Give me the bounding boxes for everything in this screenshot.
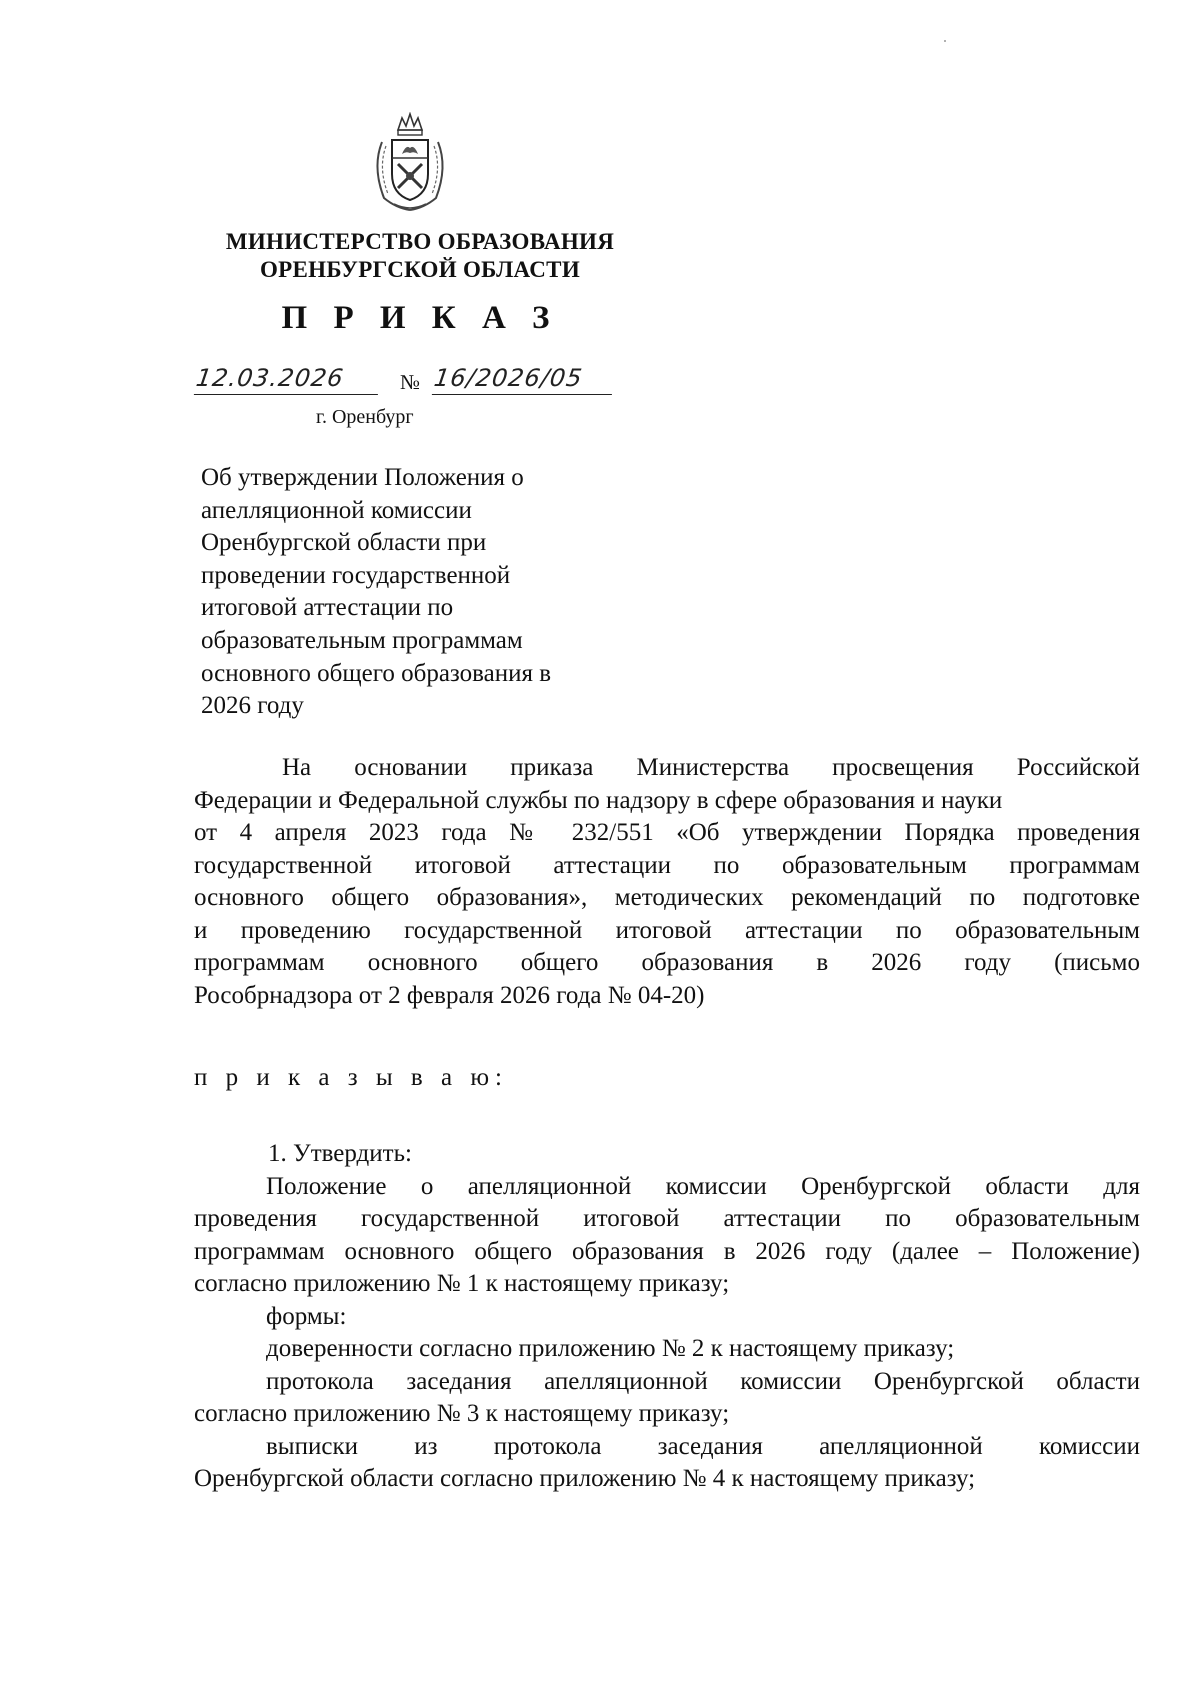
- scan-speck: [944, 40, 946, 42]
- handwritten-order-number: 16/2026/05: [432, 364, 616, 395]
- order-title: П Р И К А З: [281, 300, 559, 336]
- subject-line: итоговой аттестации по: [201, 594, 454, 622]
- preamble-line: и проведению государственной итоговой аттестации по образовательным: [194, 916, 1140, 944]
- preamble-line: государственной итоговой аттестации по образовательным программам: [194, 851, 1140, 879]
- item-heading: 1. Утвердить:: [268, 1140, 412, 1167]
- preamble-line: Рособрнадзора от 2 февраля 2026 года № 04-20): [194, 981, 705, 1009]
- preamble-line: основного общего образования», методических рекомендаций по подготовке: [194, 884, 1140, 911]
- item-line: программам основного общего образования в 2026 году (далее – Положение): [194, 1237, 1140, 1265]
- preamble-line: На основании приказа Министерства просвещения Российской: [282, 754, 1140, 781]
- subject-line: образовательным программам: [201, 626, 523, 654]
- date-number-line: [196, 362, 636, 402]
- subject-line: 2026 году: [201, 692, 304, 720]
- item-line: доверенности согласно приложению № 2 к настоящему приказу;: [266, 1335, 955, 1362]
- decree-word: п р и к а з ы в а ю:: [194, 1064, 508, 1091]
- ministry-line-1: МИНИСТЕРСТВО ОБРАЗОВАНИЯ: [225, 229, 615, 254]
- order-items: [194, 1138, 1140, 1496]
- subject-line: основного общего образования в: [201, 659, 552, 687]
- subject-line: Оренбургской области при: [201, 529, 487, 557]
- preamble-line: Федерации и Федеральной службы по надзору в сфере образования и науки: [194, 786, 1003, 814]
- subject-line: Об утверждении Положения о: [201, 464, 524, 491]
- item-line: формы:: [266, 1302, 347, 1330]
- item-line: согласно приложению № 1 к настоящему приказу;: [194, 1270, 730, 1297]
- number-sign: №: [400, 370, 421, 394]
- handwritten-date: 12.03.2026: [194, 364, 382, 395]
- preamble-line: программам основного общего образования в 2026 году (письмо: [194, 949, 1140, 976]
- city-label: г. Оренбург: [316, 406, 414, 428]
- item-line: протокола заседания апелляционной комиссии Оренбургской области: [266, 1367, 1140, 1395]
- ministry-line-2: ОРЕНБУРГСКОЙ ОБЛАСТИ: [259, 257, 581, 282]
- subject-line: апелляционной комиссии: [201, 496, 472, 524]
- item-line: согласно приложению № 3 к настоящему приказу;: [194, 1400, 730, 1427]
- item-line: Оренбургской области согласно приложению № 4 к настоящему приказу;: [194, 1465, 976, 1492]
- ministry-name: [160, 228, 680, 284]
- oblast-coat-of-arms-icon: [368, 112, 452, 212]
- subject-line: проведении государственной: [201, 561, 511, 589]
- preamble-line: от 4 апреля 2023 года № 232/551 «Об утверждении Порядка проведения: [194, 819, 1140, 846]
- item-line: проведения государственной итоговой аттестации по образовательным: [194, 1205, 1140, 1232]
- item-line: Положение о апелляционной комиссии Оренбургской области для: [266, 1172, 1140, 1200]
- order-subject: [201, 462, 621, 723]
- preamble-paragraph: [194, 752, 1140, 1012]
- item-line: выписки из протокола заседания апелляционной комиссии: [266, 1432, 1140, 1460]
